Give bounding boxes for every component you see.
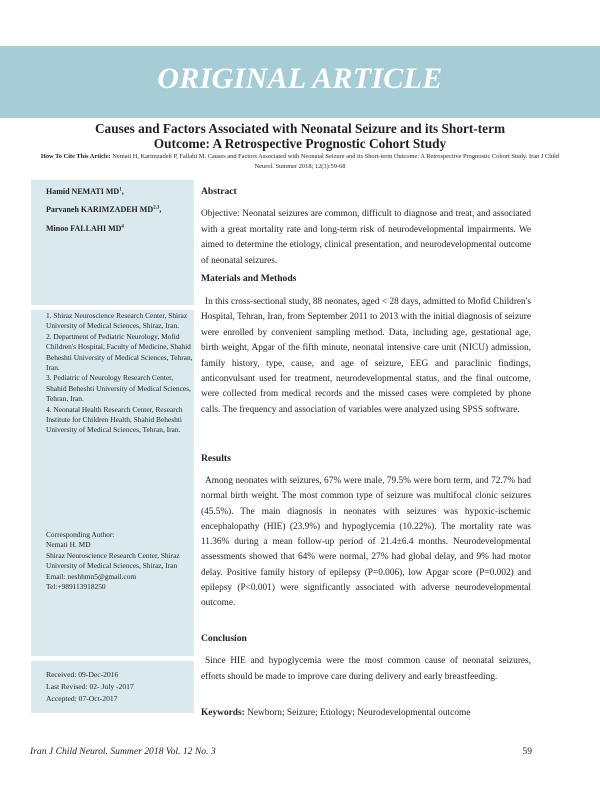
- affiliation-item: 3. Pediatric of Neurology Research Center, Shahid Beheshti University of Medical Sciences, Tehran, Iran.: [46, 373, 191, 404]
- corresponding-label: Corresponding Author:: [46, 530, 115, 539]
- page-number: 59: [522, 746, 532, 757]
- keywords-label: Keywords:: [201, 708, 245, 718]
- conclusion-heading: Conclusion: [201, 633, 247, 644]
- article-title-line-2: Outcome: A Retrospective Prognostic Cohort Study: [153, 136, 447, 151]
- corresponding-address: Shiraz Neuroscience Research Center, Shiraz University of Medical Sciences, Shiraz, Iran: [46, 550, 180, 571]
- abstract-objective: Objective: Neonatal seizures are common, difficult to diagnose and treat, and associated with a great mortality rate and long-term risk of neurodevelopmental impairments. We aimed to determine the etiology, clinical presentation, and neurodevelopmental outcome of neonatal seizures.: [201, 209, 531, 266]
- sidebar-divider: [31, 656, 194, 661]
- cite-text: Nemati H, Karimzadeh P, Fallahi M. Causes and Factors Associated with Neonatal Seizure and its Short-term Outcome: A Retrospective Prognostic Cohort Study. Iran J Child Neurol. Summer 2018; 12(3):59-68: [112, 153, 560, 170]
- methods-heading: Materials and Methods: [201, 273, 297, 284]
- corresponding-phone: Tel:+989113918250: [46, 582, 106, 592]
- journal-footer: Iran J Child Neurol. Summer 2018 Vol. 12 No. 3: [30, 746, 216, 757]
- affiliation-item: 2. Department of Pediatric Neurology, Mofid Children's Hospital, Faculty of Medicine, Shahid Beheshti University of Medical Sciences, Tehran, Iran.: [46, 331, 193, 373]
- affiliation-item: 4. Neonatal Health Research Center, Research Institute for Children Health, Shahid Beheshti University of Medical Sciences, Tehran, Iran.: [46, 404, 183, 435]
- affiliations: [46, 311, 194, 436]
- author-list: [46, 183, 192, 237]
- article-title-line-1: Causes and Factors Associated with Neonatal Seizure and its Short-term: [94, 121, 506, 136]
- corresponding-name: Nemati H. MD: [46, 540, 91, 550]
- affiliation-item: 1. Shiraz Neuroscience Research Center, Shiraz University of Medical Sciences, Shiraz, Iran.: [46, 311, 188, 331]
- accepted-date: Accepted: 07-Oct-2017: [46, 694, 118, 704]
- results-text: Among neonates with seizures, 67% were male, 79.5% were born term, and 72.7% had normal birth weight. The most common type of seizure was multifocal clonic seizures (45.5%). The main diagnosis in neonates with seizures was hypoxic-ischemic encephalopathy (HIE) (23.9%) and hypoglycemia (10.22%). The mortality rate was 11.36% during a mean follow-up period of 21.4±6.4 months. Neurodevelopmental assessments showed that 64% were normal, 27% had global delay, and 9% had motor delay. Positive family history of epilepsy (P=0.006), low Apgar score (P=0.002) and epilepsy (P<0.001) were significantly associated with adverse neurodevelopmental outcome.: [201, 476, 531, 609]
- article-type-label: ORIGINAL ARTICLE: [157, 62, 443, 95]
- article-dates: [46, 669, 194, 706]
- author-2: Parvaneh KARIMZADEH MD$^{2,3}$,: [46, 205, 162, 214]
- conclusion-text: Since HIE and hypoglycemia were the most common cause of neonatal seizures, efforts should be made to improve care during delivery and early breastfeeding.: [201, 656, 531, 682]
- corresponding-email: Email: neshhmn5@gmail.com: [46, 571, 137, 581]
- sidebar-divider: [31, 305, 194, 310]
- results-heading: Results: [201, 453, 231, 464]
- how-to-cite: [34, 152, 566, 172]
- keywords-text: Newborn; Seizure; Etiology; Neurodevelopmental outcome: [247, 708, 471, 718]
- methods-text: In this cross-sectional study, 88 neonates, aged < 28 days, admitted to Mofid Children's Hospital, Tehran, Iran, from September 2011 to 2013 with the initial diagnosis of seizure were enrolled by convenient sampling method. Data, including age, gestational age, birth weight, Apgar of the fifth minute, neonatal intensive care unit (NICU) admission, family history, type, cause, and age of seizure, EEG and paraclinic findings, anticonvulsant used for treatment, neurodevelopmental status, and the final outcome, were collected from medical records and the missed cases were completed by phone calls. The frequency and association of variables were analyzed using SPSS software.: [201, 297, 531, 415]
- article-title: [40, 121, 560, 151]
- author-1: Hamid NEMATI $MD^1$,: [46, 187, 124, 196]
- corresponding-author: [46, 530, 194, 592]
- revised-date: Last Revised: 02- July -2017: [46, 682, 134, 692]
- received-date: Received: 09-Dec-2016: [46, 670, 119, 679]
- keywords: [201, 708, 541, 718]
- author-3: Minoo FALLAHI $MD^4$: [46, 224, 124, 233]
- cite-label: How To Cite This Article:: [40, 153, 111, 160]
- abstract-heading: Abstract: [201, 186, 237, 197]
- sidebar-panel: [31, 180, 194, 713]
